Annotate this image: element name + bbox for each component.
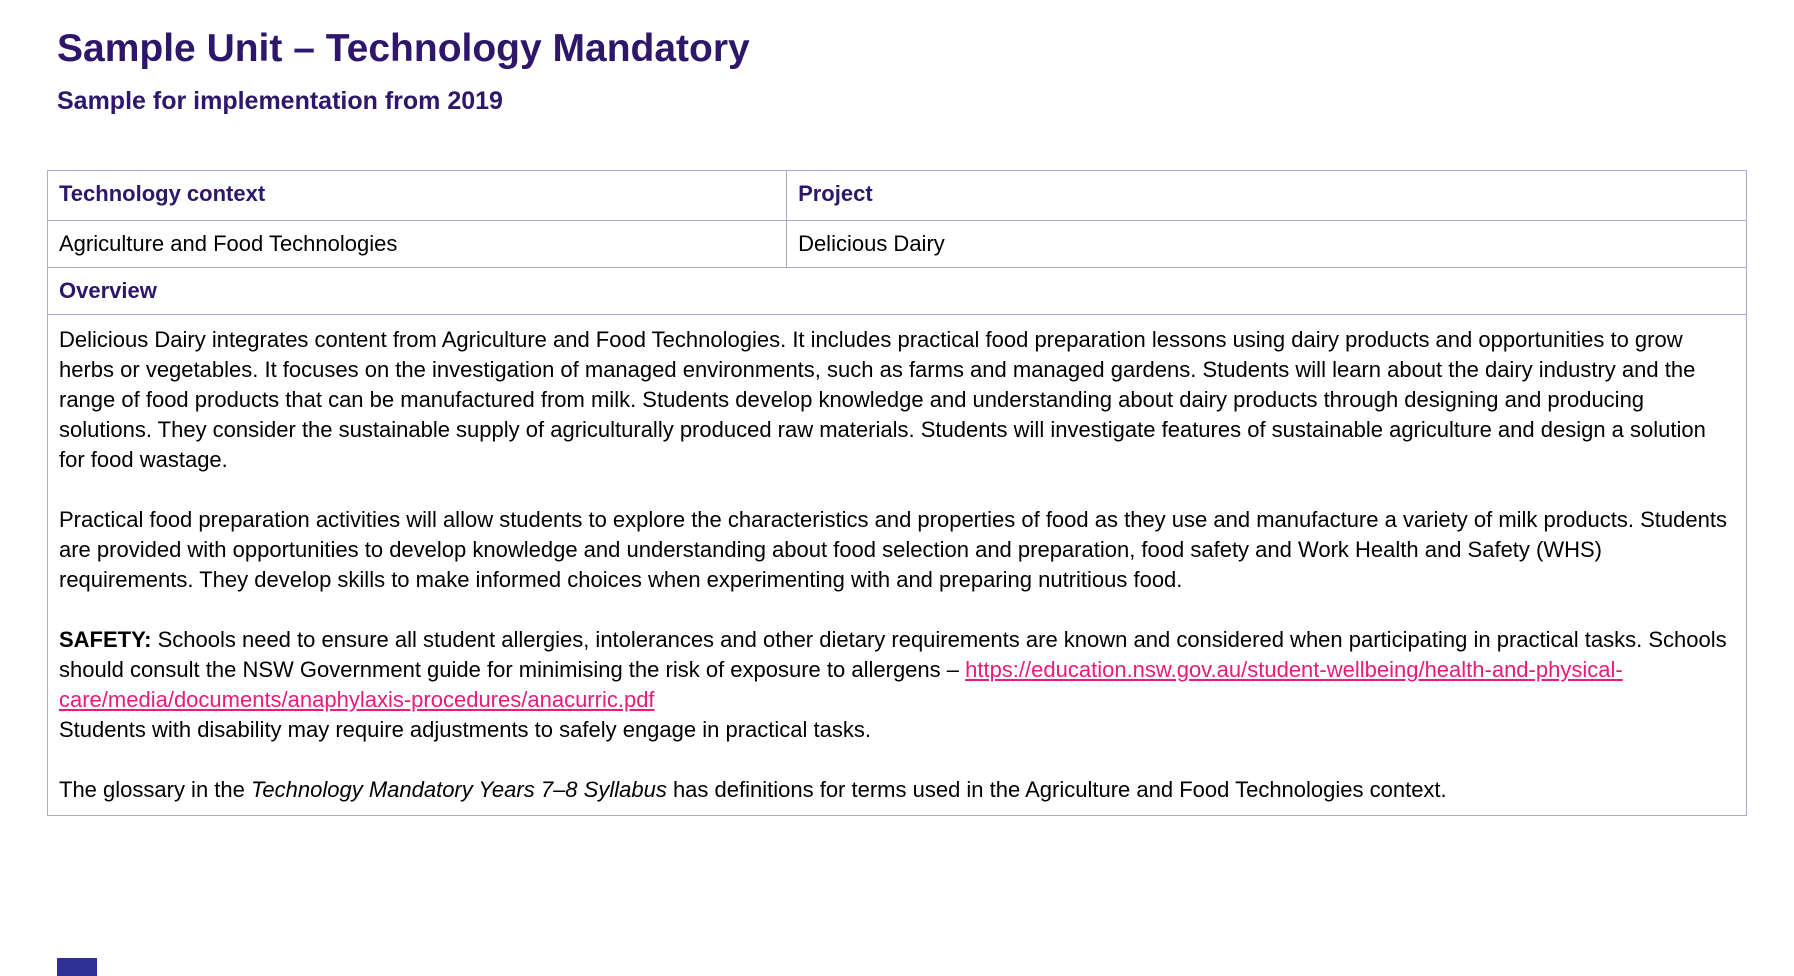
overview-paragraph-2: Practical food preparation activities will allow students to explore the characteristics and properties of food as they use and manufacture a variety of milk products. Students are provided with opportunities to develop knowledge and understanding about food selection and preparation, food safety and Work Health and Safety (WHS) requirements. They develop skills to make informed choices when experimenting with and preparing nutritious food.	[59, 507, 1727, 592]
overview-header-row	[48, 268, 1747, 315]
page-subtitle: Sample for implementation from 2019	[57, 87, 503, 115]
anaphylaxis-link-scheme: https://	[965, 657, 1032, 682]
overview-content-cell	[48, 315, 1747, 816]
overview-paragraph-1: Delicious Dairy integrates content from Agriculture and Food Technologies. It includes practical food preparation lessons using dairy products and opportunities to grow herbs or vegetables. It focuses on the investigation of managed environments, such as farms and managed gardens. Students will learn about the dairy industry and the range of food products that can be manufactured from milk. Students develop knowledge and understanding about dairy products through designing and producing solutions. They consider the sustainable supply of agriculturally produced raw materials. Students will investigate features of sustainable agriculture and design a solution for food wastage.	[59, 327, 1706, 472]
safety-text: Schools need to ensure all student allergies, intolerances and other dietary requirements are known and considered when participating in practical tasks. Schools should consult the NSW Government guide for minimising the risk of exposure to allergens –	[59, 627, 1727, 682]
overview-header: Overview	[48, 268, 1747, 315]
overview-paragraph-glossary	[59, 775, 1735, 805]
table-header-row	[48, 171, 1747, 221]
safety-label: SAFETY:	[59, 627, 152, 652]
overview-content-row	[48, 315, 1747, 816]
next-section-peek-block	[57, 958, 97, 976]
page-title: Sample Unit – Technology Mandatory	[57, 27, 750, 70]
technology-context-value: Agriculture and Food Technologies	[48, 221, 787, 268]
anaphylaxis-link-path: education.nsw.gov.au/student-wellbeing/health-and-physical-care/media/documents/anaphylaxis-procedures/anacurric.pdf	[59, 657, 1623, 712]
unit-overview-table	[47, 170, 1747, 816]
overview-paragraph-safety	[59, 625, 1735, 745]
safety-disability-text: Students with disability may require adjustments to safely engage in practical tasks.	[59, 717, 871, 742]
syllabus-title-italic: Technology Mandatory Years 7–8 Syllabus	[250, 777, 667, 802]
glossary-text-before: The glossary in the	[59, 777, 251, 802]
project-value: Delicious Dairy	[787, 221, 1747, 268]
table-value-row	[48, 221, 1747, 268]
project-header: Project	[787, 171, 1747, 221]
technology-context-header: Technology context	[48, 171, 787, 221]
glossary-text-after: has definitions for terms used in the Agriculture and Food Technologies context.	[666, 777, 1447, 802]
